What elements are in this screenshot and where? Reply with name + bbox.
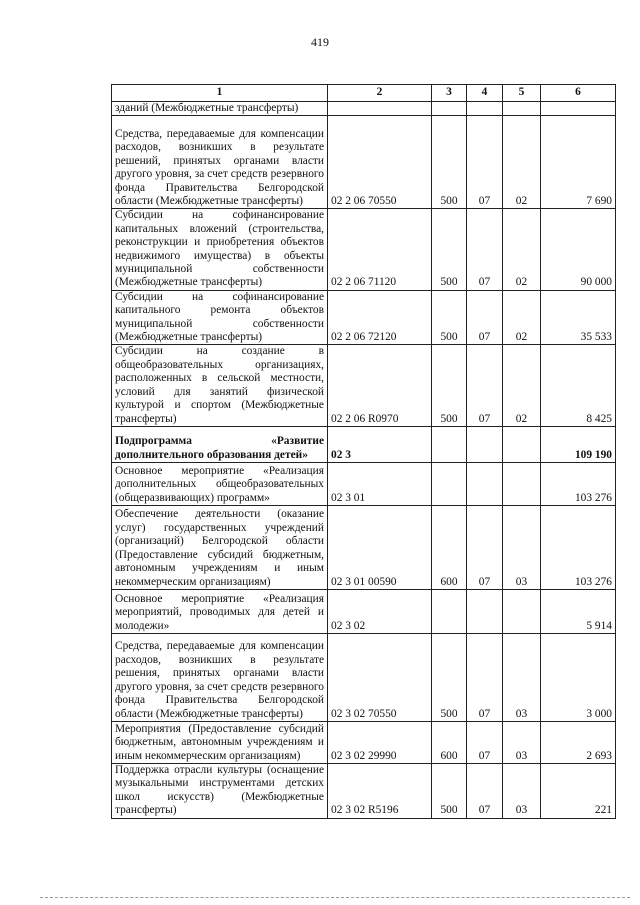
row-amount-cell: [541, 102, 616, 116]
row-subsection-cell: 02: [503, 209, 541, 290]
table-row: [112, 209, 616, 290]
row-subsection-cell: 02: [503, 116, 541, 209]
row-section-cell: [467, 462, 503, 505]
row-type-cell: 500: [432, 116, 467, 209]
row-code-cell: [328, 102, 432, 116]
row-section-cell: 07: [467, 721, 503, 763]
row-type-cell: [432, 462, 467, 505]
row-name-cell: Подпрограмма «Развитие дополнительного образования детей»: [112, 426, 328, 462]
row-type-cell: 500: [432, 633, 467, 721]
column-header-2: 2: [328, 85, 432, 102]
row-code-cell: 02 3 02 29990: [328, 721, 432, 763]
table-row: [112, 721, 616, 763]
row-code-cell: 02 3 02: [328, 589, 432, 633]
row-amount-cell: 8 425: [541, 345, 616, 426]
row-code-cell: 02 2 06 R0970: [328, 345, 432, 426]
row-type-cell: 600: [432, 505, 467, 589]
row-amount-cell: 90 000: [541, 209, 616, 290]
row-type-cell: 500: [432, 763, 467, 818]
row-name-cell: Поддержка отрасли культуры (оснащение музыкальными инструментами детских школ искусств) (Межбюджетные трансферты): [112, 763, 328, 818]
row-code-cell: 02 3: [328, 426, 432, 462]
table-row: [112, 116, 616, 209]
row-section-cell: 07: [467, 116, 503, 209]
row-section-cell: 07: [467, 763, 503, 818]
row-name-cell: зданий (Межбюджетные трансферты): [112, 102, 328, 116]
column-header-5: 5: [503, 85, 541, 102]
row-code-cell: 02 2 06 70550: [328, 116, 432, 209]
row-amount-cell: 103 276: [541, 505, 616, 589]
row-type-cell: [432, 102, 467, 116]
row-type-cell: 500: [432, 290, 467, 345]
row-name-cell: Средства, передаваемые для компенсации расходов, возникших в результате решений, принятых органами власти другого уровня, за счет средств резервного фонда Правительства Белгородской области (Межбюджетные трансферты): [112, 116, 328, 209]
page-number: 419: [311, 35, 329, 49]
column-header-6: 6: [541, 85, 616, 102]
row-section-cell: [467, 426, 503, 462]
budget-table: [111, 84, 616, 819]
row-name-cell: Мероприятия (Предоставление субсидий бюджетным, автономным учреждениям и иным некоммерческим организациям): [112, 721, 328, 763]
row-subsection-cell: 03: [503, 505, 541, 589]
table-row: [112, 290, 616, 345]
table-row: [112, 589, 616, 633]
column-header-4: 4: [467, 85, 503, 102]
page-bottom-divider: [40, 897, 630, 898]
row-subsection-cell: [503, 462, 541, 505]
row-name-cell: Субсидии на софинансирование капитальных вложений (строительства, реконструкции и приобретения объектов недвижимого имущества) в объекты муниципальной собственности (Межбюджетные трансферты): [112, 209, 328, 290]
row-type-cell: [432, 589, 467, 633]
row-amount-cell: 103 276: [541, 462, 616, 505]
row-subsection-cell: 03: [503, 633, 541, 721]
table-row: [112, 102, 616, 116]
row-name-cell: Субсидии на софинансирование капитального ремонта объектов муниципальной собственности (Межбюджетные трансферты): [112, 290, 328, 345]
row-code-cell: 02 3 02 70550: [328, 633, 432, 721]
row-amount-cell: 35 533: [541, 290, 616, 345]
table-header-row: [112, 85, 616, 102]
row-subsection-cell: [503, 426, 541, 462]
row-type-cell: 500: [432, 345, 467, 426]
row-amount-cell: 221: [541, 763, 616, 818]
row-name-cell: Субсидии на создание в общеобразовательных организациях, расположенных в сельской местности, условий для занятий физической культурой и спортом (Межбюджетные трансферты): [112, 345, 328, 426]
row-amount-cell: 5 914: [541, 589, 616, 633]
table-row: [112, 633, 616, 721]
row-section-cell: 07: [467, 505, 503, 589]
table-row: [112, 763, 616, 818]
row-section-cell: 07: [467, 345, 503, 426]
row-amount-cell: 2 693: [541, 721, 616, 763]
table-row: [112, 505, 616, 589]
row-subsection-cell: [503, 102, 541, 116]
row-code-cell: 02 2 06 71120: [328, 209, 432, 290]
row-type-cell: [432, 426, 467, 462]
row-code-cell: 02 2 06 72120: [328, 290, 432, 345]
row-name-cell: Основное мероприятие «Реализация мероприятий, проводимых для детей и молодежи»: [112, 589, 328, 633]
row-subsection-cell: 02: [503, 345, 541, 426]
row-type-cell: 600: [432, 721, 467, 763]
row-amount-cell: 3 000: [541, 633, 616, 721]
row-name-cell: Основное мероприятие «Реализация дополнительных общеобразовательных (общеразвивающих) программ»: [112, 462, 328, 505]
row-section-cell: [467, 102, 503, 116]
row-subsection-cell: 03: [503, 721, 541, 763]
row-code-cell: 02 3 01 00590: [328, 505, 432, 589]
row-section-cell: [467, 589, 503, 633]
row-subsection-cell: 03: [503, 763, 541, 818]
row-subsection-cell: 02: [503, 290, 541, 345]
row-subsection-cell: [503, 589, 541, 633]
row-section-cell: 07: [467, 290, 503, 345]
row-amount-cell: 109 190: [541, 426, 616, 462]
row-code-cell: 02 3 01: [328, 462, 432, 505]
table-row: [112, 462, 616, 505]
table-row: [112, 426, 616, 462]
row-code-cell: 02 3 02 R5196: [328, 763, 432, 818]
row-name-cell: Средства, передаваемые для компенсации расходов, возникших в результате решения, принятых органами власти другого уровня, за счет средств резервного фонда Правительства Белгородской области (Межбюджетные трансферты): [112, 633, 328, 721]
column-header-3: 3: [432, 85, 467, 102]
table-row: [112, 345, 616, 426]
row-section-cell: 07: [467, 633, 503, 721]
row-type-cell: 500: [432, 209, 467, 290]
row-section-cell: 07: [467, 209, 503, 290]
row-name-cell: Обеспечение деятельности (оказание услуг) государственных учреждений (организаций) Белгородской области (Предоставление субсидий бюджетным, автономным учреждениям и иным некоммерческим организациям): [112, 505, 328, 589]
row-amount-cell: 7 690: [541, 116, 616, 209]
column-header-1: 1: [112, 85, 328, 102]
